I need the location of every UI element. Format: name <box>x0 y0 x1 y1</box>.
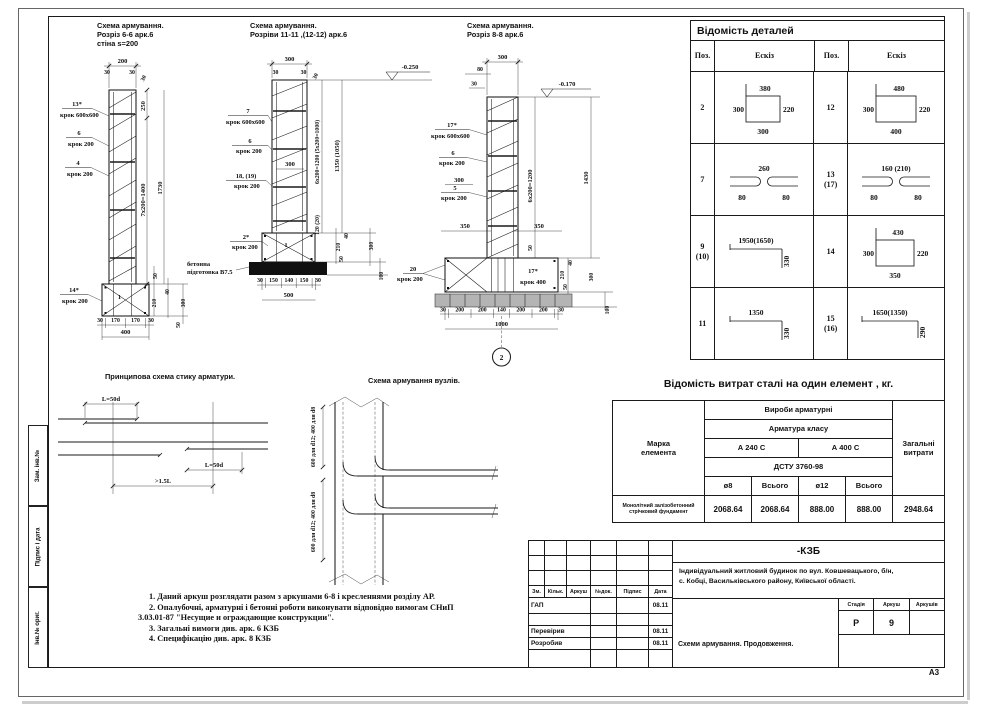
callout-label: крок 600х600 <box>60 112 99 119</box>
note-line: 1. Даний аркуш розглядати разом з аркушами 6-8 і кресленнями розділу АР. <box>149 592 435 601</box>
notes <box>138 592 524 645</box>
strip-cell-pidpys-data <box>28 506 48 587</box>
dim-label: 170 <box>111 318 120 324</box>
callout-label: крок 200 <box>68 141 94 148</box>
detail-sketch-rect <box>716 77 812 139</box>
header-cell: А 240 С <box>705 439 799 458</box>
drawing-title-line: Схема армування. <box>97 21 164 30</box>
dim-label: 80 <box>477 67 483 73</box>
dim-label: 220 <box>919 104 931 114</box>
header-row <box>529 586 672 598</box>
detail-sketch-angle <box>848 293 944 355</box>
header-cell: Аркуш <box>874 599 909 610</box>
rebar-callouts <box>187 108 272 276</box>
dim-label: 120 (20) <box>315 215 321 235</box>
note-line: 3. Загальні вимоги див. арк. 6 КЗБ <box>149 623 279 633</box>
header-cell: Марка елемента <box>613 401 705 496</box>
dim-label: 100 <box>605 305 611 315</box>
dim-label: 50 <box>563 284 569 290</box>
dim-label: 500 <box>283 292 294 299</box>
callout-label: крок 200 <box>234 183 260 190</box>
stage-value: Р <box>839 611 874 634</box>
value-cell: 2068.64 <box>705 496 752 522</box>
title-block-main <box>673 541 944 667</box>
dim-label: 200 <box>455 307 465 314</box>
wall-outline <box>487 97 518 258</box>
dim-label: 30 <box>148 318 154 324</box>
section-8-8-drawing <box>395 16 695 381</box>
strip-label: Інв.№ ориг. <box>35 610 41 645</box>
header-cell: Стадія <box>839 599 874 610</box>
dim-label: 350 <box>534 223 544 230</box>
dim-label: 1650(1350) <box>872 307 908 317</box>
dim-label: 260 <box>758 163 770 173</box>
document-code: -КЗБ <box>673 541 944 563</box>
dim-label: 80 <box>870 192 878 202</box>
empty-row <box>529 556 672 571</box>
dim-label: 30 <box>272 70 279 76</box>
stage-header-row <box>839 599 944 611</box>
sketch-cell <box>848 72 944 143</box>
callout-label: 17* <box>528 268 538 275</box>
footing <box>102 284 149 316</box>
callout-label: бетонна <box>187 261 211 268</box>
date-cell: 08.11 <box>652 640 669 647</box>
signature-row <box>529 598 672 614</box>
dimensions <box>440 54 617 366</box>
header-cell: Загальні витрати <box>893 401 944 496</box>
strip-label: Зам. інв.№ <box>35 449 42 482</box>
wall-bars <box>329 397 389 585</box>
pos-cell: 15 (16) <box>814 288 848 359</box>
dim-label: 30 <box>97 318 103 324</box>
dim-label: 330 <box>782 255 792 267</box>
header-cell: А 400 С <box>799 439 893 458</box>
dim-label: 300 <box>454 177 464 184</box>
details-table-header <box>691 41 944 72</box>
role-cell: ГАП <box>529 598 591 613</box>
header-cell: Ескіз <box>715 41 815 71</box>
dim-label: 30 <box>558 307 564 314</box>
callout-label: 5 <box>453 185 457 192</box>
dim-label: 1350 <box>748 307 764 317</box>
role-cell: Перевірив <box>529 626 591 637</box>
sheets-total <box>910 611 944 634</box>
title-block-revision-grid <box>529 541 673 667</box>
dim-label: >1.5L <box>154 478 172 485</box>
note-line: 4. Специфікацію див. арк. 8 КЗБ <box>149 634 272 644</box>
detail-sketch-angle <box>716 293 812 355</box>
dim-label: 290 <box>918 326 927 338</box>
concrete-prep-strip <box>435 294 572 307</box>
dim-label: 330 <box>782 327 792 339</box>
dim-label: 600 для d12; 400 для d8 <box>311 406 317 468</box>
empty-row <box>529 650 672 667</box>
dimensions <box>311 405 325 562</box>
dim-label: 30 <box>300 70 307 76</box>
strip-cell-zam-inv <box>28 425 48 506</box>
dim-label: 30 <box>315 278 321 284</box>
header-cell: Поз. <box>691 41 715 71</box>
wall-outline <box>272 80 307 233</box>
dim-label: 250 <box>140 101 147 111</box>
detail-sketch-angle <box>716 221 812 283</box>
drawing-title-line: Принципова схема стику арматури. <box>105 372 236 381</box>
scan-edge-bottom <box>22 701 968 704</box>
header-cell: Дата <box>654 588 667 595</box>
pos-cell: 7 <box>691 144 715 215</box>
value-cell: 2948.64 <box>904 504 933 514</box>
details-table <box>690 20 945 360</box>
branch-bars <box>343 456 498 518</box>
detail-sketch-rect <box>848 221 944 283</box>
sketch-cell <box>715 288 814 359</box>
dim-label: 80 <box>914 192 922 202</box>
dim-label: 30 <box>312 72 321 81</box>
callout-label: крок 200 <box>236 148 262 155</box>
dim-label: 1950(1650) <box>738 235 774 245</box>
drawing-title-line: Схема армування вузлів. <box>368 376 460 385</box>
table-row <box>691 144 944 216</box>
header-cell: Підпис <box>617 586 649 597</box>
drawing-title-line: Розріз 8-8 арк.6 <box>467 30 524 39</box>
dim-label: 1730 <box>157 181 164 195</box>
concrete-prep-strip <box>249 262 327 275</box>
value-cell: 888.00 <box>846 496 893 522</box>
dim-label: 50 <box>528 245 534 251</box>
rebar-callouts <box>397 122 562 283</box>
dim-label: 6х200=1200 (5х200=1000) <box>315 119 321 185</box>
dim-label: 400 <box>120 329 131 336</box>
dim-label: 50 <box>176 322 182 328</box>
callout-label: крок 200 <box>67 171 93 178</box>
dim-label: 1430 <box>583 171 590 185</box>
position-label: 1 <box>117 294 122 301</box>
dim-label: 140 <box>497 307 506 314</box>
drawing-title <box>467 21 534 39</box>
dim-label: 210 <box>560 270 566 280</box>
detail-sketch-rect <box>848 77 944 139</box>
dim-label: 30 <box>440 307 446 314</box>
pos-cell: 13 (17) <box>814 144 848 215</box>
drawing-title-line: Схема армування. <box>250 21 317 30</box>
header-cell: Всього <box>846 477 893 496</box>
dim-label: 300 <box>181 298 187 308</box>
dim-label: 30 <box>140 74 149 83</box>
dim-label: 380 <box>759 83 771 93</box>
dim-label: 150 <box>299 278 309 284</box>
header-cell: №док. <box>591 586 617 597</box>
callout-label: 13* <box>72 101 82 108</box>
drawing-title-line: Розріз 6-6 арк.6 <box>97 30 154 39</box>
dim-label: 220 <box>917 248 929 258</box>
callout-label: 17* <box>447 122 457 129</box>
dim-label: 300 <box>285 161 295 168</box>
dimensions <box>97 58 188 340</box>
sketch-cell <box>848 144 944 215</box>
value-cell: 888.00 <box>799 496 846 522</box>
dim-label: 300 <box>284 56 295 63</box>
dim-label: 80 <box>738 192 746 202</box>
dim-label: L=50d <box>204 462 224 469</box>
dim-label: 200 <box>117 58 128 65</box>
signature-row <box>529 626 672 638</box>
pos-cell: 12 <box>814 72 848 143</box>
dim-label: 300 <box>497 54 508 61</box>
callout-label: 14* <box>69 287 79 294</box>
callout-label: 6 <box>77 130 81 137</box>
dim-label: 210 <box>152 298 158 308</box>
header-cell: Поз. <box>815 41 849 71</box>
strip-label: Підпис і дата <box>35 527 42 566</box>
element-name-cell: Монолітний залізобетонний стрічковий фундамент <box>613 496 705 522</box>
header-cell: Ескіз <box>887 51 906 61</box>
dim-label: 480 <box>893 83 905 93</box>
dim-label: 40 <box>165 289 171 295</box>
sheet-subtitle: Схеми армування. Продовження. <box>678 641 794 648</box>
drawing-title-line: Розріви 11-11 ,(12-12) арк.6 <box>250 30 348 39</box>
dim-label: 350 <box>889 270 901 280</box>
callout-label: підготовка В7.5 <box>187 269 233 276</box>
header-cell: Кільк. <box>545 586 567 597</box>
table-row <box>691 216 944 288</box>
dim-label: 30 <box>471 81 477 88</box>
empty-cell <box>839 635 944 667</box>
dim-label: 210 <box>336 242 342 252</box>
empty-row <box>529 541 672 556</box>
details-table-title: Відомість деталей <box>691 21 944 41</box>
dim-label: 140 <box>284 278 294 284</box>
dim-label: 160 (210) <box>881 163 911 173</box>
dim-label: 220 <box>783 104 795 114</box>
dim-label: 300 <box>757 126 769 136</box>
dim-label: 100 <box>379 271 385 281</box>
pos-cell: 11 <box>691 288 715 359</box>
sketch-cell <box>848 288 944 359</box>
callout-label: крок 200 <box>441 195 467 202</box>
note-line: 2. Опалубочні, арматурні і бетонні роботи виконувати відповідно вимогам СНиП <box>149 602 454 612</box>
header-cell: ДСТУ 3760-98 <box>705 458 893 477</box>
dim-label: 30 <box>257 278 263 284</box>
dim-label: 200 <box>516 307 526 314</box>
strip-cell-inv-oryg <box>28 587 48 668</box>
callout-label: 4 <box>76 160 80 167</box>
drawing-title <box>250 21 347 39</box>
elevation-label: -0.170 <box>558 81 576 88</box>
dim-label: 200 <box>477 307 487 314</box>
detail-sketch-hook <box>848 149 944 211</box>
steel-table <box>612 400 945 523</box>
dim-label: 600 для d12; 400 для d8 <box>311 491 317 553</box>
steel-table-title: Відомість витрат сталі на один елемент , кг. <box>663 378 894 390</box>
position-label: 1 <box>284 242 288 249</box>
footing <box>435 258 572 307</box>
sketch-cell <box>848 216 944 287</box>
drawing-title <box>97 21 164 48</box>
sketch-cell <box>715 216 814 287</box>
dim-label: 7х200=1400 <box>140 183 147 217</box>
dim-label: 1000 <box>495 321 508 328</box>
callout-label: 6 <box>451 150 455 157</box>
date-cell: 08.11 <box>652 628 669 635</box>
callout-label: крок 200 <box>232 244 258 251</box>
header-cell: ø8 <box>705 477 752 496</box>
header-cell: ø12 <box>799 477 846 496</box>
pos-cell: 9 (10) <box>691 216 715 287</box>
sheet-format-label: А3 <box>928 668 940 677</box>
sketch-cell <box>715 144 814 215</box>
header-cell: Всього <box>752 477 799 496</box>
splice-scheme-drawing <box>55 362 325 507</box>
dim-label: 150 <box>269 278 278 284</box>
detail-sketch-hook <box>716 149 812 211</box>
callout-label: 20 <box>409 266 417 273</box>
rebar-callouts <box>60 101 109 305</box>
callout-label: 7 <box>246 108 250 115</box>
axis-number: 2 <box>499 353 504 362</box>
table-row <box>691 288 944 359</box>
date-cell: 08.11 <box>652 602 669 609</box>
callout-label: крок 200 <box>397 276 423 283</box>
node-scheme-drawing <box>295 362 510 602</box>
value-cell: 2068.64 <box>752 496 799 522</box>
callout-label: крок 200 <box>62 298 88 305</box>
drawing-title-line: Схема армування. <box>467 21 534 30</box>
wall-outline <box>109 90 136 284</box>
sheet-number: 9 <box>874 611 909 634</box>
dim-label: 300 <box>862 248 874 258</box>
dim-label: 400 <box>890 126 902 136</box>
dim-label: 50 <box>339 256 345 262</box>
dim-label: 30 <box>129 70 135 76</box>
dim-label: 300 <box>732 104 745 114</box>
dim-label: 80 <box>782 192 790 202</box>
callout-label: крок 200 <box>439 160 465 167</box>
pos-cell: 2 <box>691 72 715 143</box>
header-cell: Вироби арматурні <box>705 401 893 420</box>
dim-label: 50 <box>153 273 159 279</box>
dim-label: 300 <box>369 241 375 251</box>
stage-value-row <box>839 611 944 635</box>
callout-label: крок 600х600 <box>431 133 470 140</box>
dim-label: 6х200=1200 <box>527 169 534 203</box>
dim-label: 170 <box>131 318 140 324</box>
dim-label: 40 <box>568 260 574 266</box>
callout-label: 18, (19) <box>235 173 257 180</box>
dim-label: 430 <box>892 227 904 237</box>
title-block <box>528 540 945 668</box>
sketch-cell <box>715 72 814 143</box>
dim-label: 300 <box>862 104 874 114</box>
signature-row <box>529 638 672 650</box>
callout-label: крок 600х600 <box>226 119 265 126</box>
dim-label: 200 <box>538 307 548 314</box>
callout-label: 2* <box>242 234 250 241</box>
empty-row <box>529 571 672 586</box>
dim-label: L=50d <box>101 396 121 403</box>
drawing-title-line: стіна s=200 <box>97 39 139 48</box>
project-description: Індивідуальний житловий будинок по вул. Ковшевацького, б/н, с. Кобці, Васильківського району, Київської області. <box>673 563 944 599</box>
header-cell: Арматура класу <box>705 420 893 439</box>
dim-label: 1350 (1050) <box>334 140 341 172</box>
dim-label: 40 <box>344 233 350 239</box>
callout-label: крок 400 <box>520 279 546 286</box>
stage-grid <box>839 599 944 667</box>
dim-label: 350 <box>460 223 470 230</box>
elevation-label: -0.250 <box>401 64 419 71</box>
note-line: 3.03.01-87 "Несущие и ограждающие конструкции". <box>138 613 334 623</box>
dim-label: 30 <box>104 70 110 76</box>
role-cell: Розробив <box>529 638 591 649</box>
dim-label: 300 <box>589 272 595 282</box>
pos-cell: 14 <box>814 216 848 287</box>
header-cell: Зм. <box>529 586 545 597</box>
scan-edge-right <box>967 12 970 700</box>
header-cell: Аркушів <box>915 601 938 608</box>
sheet-subtitle-cell <box>673 599 839 667</box>
callout-label: 6 <box>248 138 252 145</box>
header-cell: Аркуш <box>567 586 591 597</box>
table-row <box>691 72 944 144</box>
footing <box>249 233 327 275</box>
empty-row <box>529 614 672 626</box>
